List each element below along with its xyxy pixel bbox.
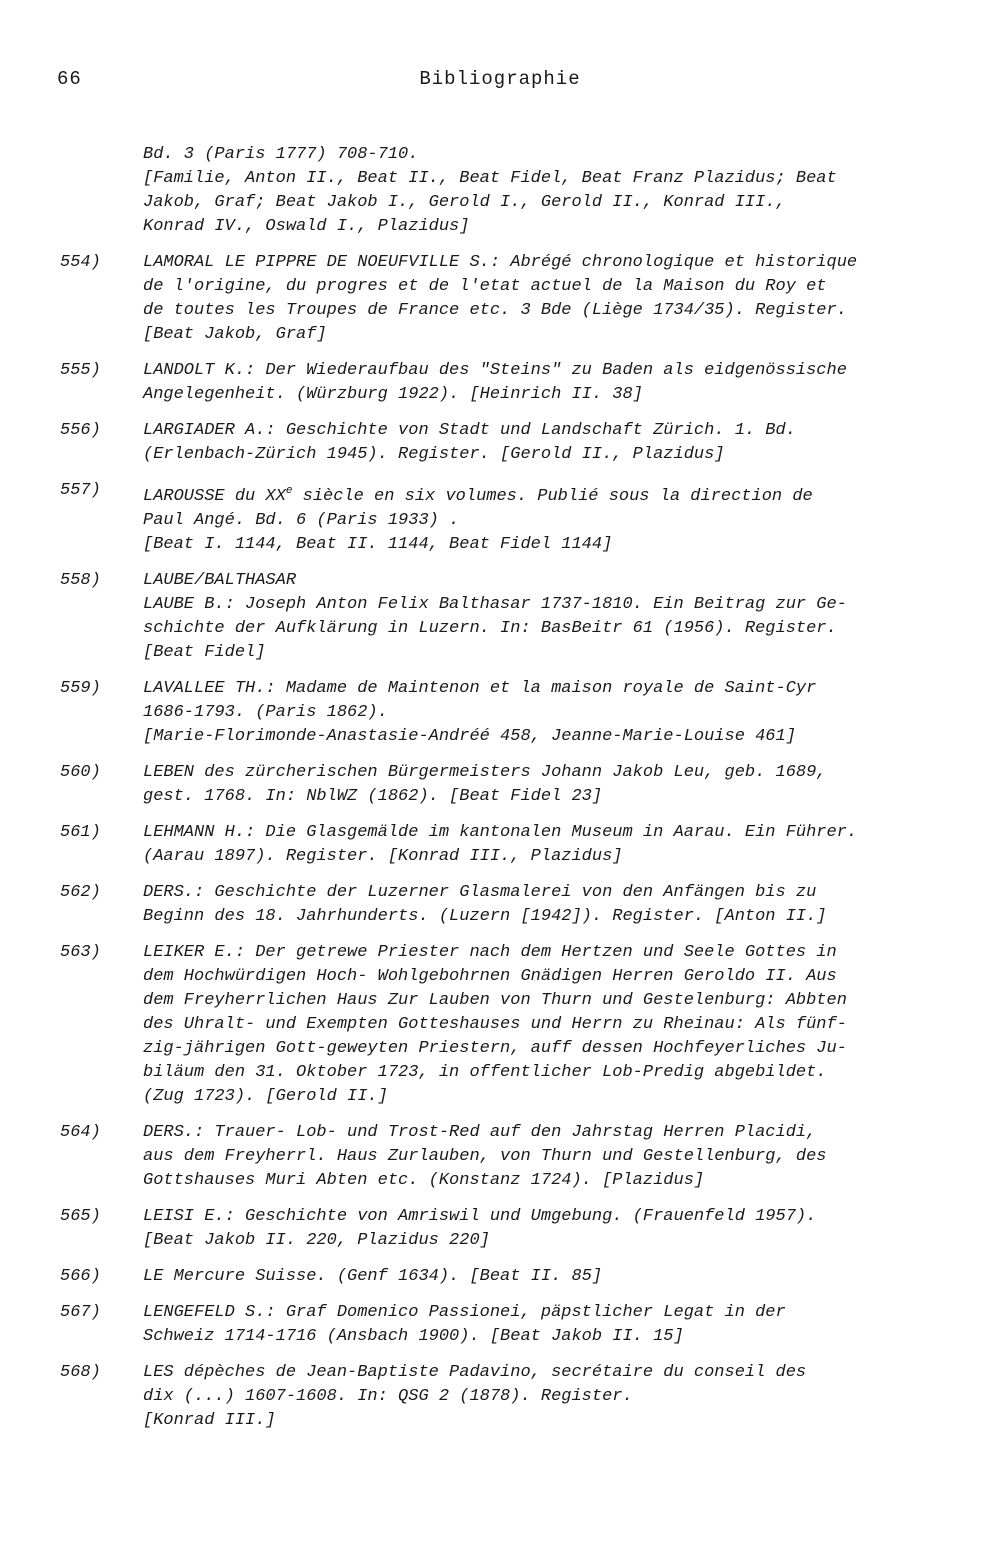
entry-number: 567) <box>60 1303 101 1322</box>
entry-line: Gottshauses Muri Abten etc. (Konstanz 1724). [Plazidus] <box>143 1171 705 1190</box>
entry-line: LAUBE/BALTHASAR <box>143 571 297 590</box>
entry-number: 559) <box>60 679 101 698</box>
entry-line: gest. 1768. In: NblWZ (1862). [Beat Fidel 23] <box>143 787 603 806</box>
page-number: 66 <box>57 68 82 90</box>
entry-line: LAMORAL LE PIPPRE DE NOEUFVILLE S.: Abrégé chronologique et historique <box>143 253 858 272</box>
entry-number: 565) <box>60 1207 101 1226</box>
entry-line: LEIKER E.: Der getrewe Priester nach dem Hertzen und Seele Gottes in <box>143 943 837 962</box>
superscript-text: e <box>285 485 293 497</box>
bibliography-entry <box>0 143 1000 239</box>
bibliography-entry <box>0 419 1000 467</box>
entry-line: Paul Angé. Bd. 6 (Paris 1933) . <box>143 511 460 530</box>
bibliography-entry <box>0 881 1000 929</box>
bibliography-entry <box>0 569 1000 665</box>
entry-line: LAUBE B.: Joseph Anton Felix Balthasar 1737-1810. Ein Beitrag zur Ge- <box>143 595 847 614</box>
entry-line: LEHMANN H.: Die Glasgemälde im kantonalen Museum in Aarau. Ein Führer. <box>143 823 858 842</box>
entry-number: 558) <box>60 571 101 590</box>
bibliography-list <box>0 143 1000 1445</box>
entry-line: (Erlenbach-Zürich 1945). Register. [Gerold II., Plazidus] <box>143 445 725 464</box>
entry-line: [Beat Jakob, Graf] <box>143 325 327 344</box>
entry-number: 562) <box>60 883 101 902</box>
page-title: Bibliographie <box>419 68 581 90</box>
entry-line: (Aarau 1897). Register. [Konrad III., Plazidus] <box>143 847 623 866</box>
entry-line: Angelegenheit. (Würzburg 1922). [Heinrich II. 38] <box>143 385 643 404</box>
bibliography-entry <box>0 479 1000 557</box>
entry-line: [Konrad III.] <box>143 1411 276 1430</box>
entry-line: LEISI E.: Geschichte von Amriswil und Umgebung. (Frauenfeld 1957). <box>143 1207 817 1226</box>
entry-number: 563) <box>60 943 101 962</box>
entry-line: LAVALLEE TH.: Madame de Maintenon et la maison royale de Saint-Cyr <box>143 679 817 698</box>
entry-text: siècle en six volumes. Publié sous la direction de <box>292 487 813 506</box>
bibliography-entry <box>0 941 1000 1109</box>
entry-line <box>143 479 953 509</box>
entry-line: LANDOLT K.: Der Wiederaufbau des "Steins" zu Baden als eidgenössische <box>143 361 847 380</box>
entry-number: 556) <box>60 421 101 440</box>
entry-line: DERS.: Geschichte der Luzerner Glasmalerei von den Anfängen bis zu <box>143 883 817 902</box>
entry-line: schichte der Aufklärung in Luzern. In: BasBeitr 61 (1956). Register. <box>143 619 837 638</box>
entry-line: DERS.: Trauer- Lob- und Trost-Red auf den Jahrstag Herren Placidi, <box>143 1123 817 1142</box>
entry-number: 560) <box>60 763 101 782</box>
entry-number: 557) <box>60 481 101 500</box>
entry-line: (Zug 1723). [Gerold II.] <box>143 1087 388 1106</box>
entry-number: 568) <box>60 1363 101 1382</box>
bibliography-entry <box>0 1265 1000 1289</box>
entry-line: LENGEFELD S.: Graf Domenico Passionei, päpstlicher Legat in der <box>143 1303 786 1322</box>
bibliography-entry <box>0 677 1000 749</box>
entry-line: [Marie-Florimonde-Anastasie-Andréé 458, Jeanne-Marie-Louise 461] <box>143 727 796 746</box>
entry-line: Schweiz 1714-1716 (Ansbach 1900). [Beat Jakob II. 15] <box>143 1327 684 1346</box>
entry-line: LEBEN des zürcherischen Bürgermeisters Johann Jakob Leu, geb. 1689, <box>143 763 827 782</box>
bibliography-entry <box>0 1121 1000 1193</box>
bibliography-entry <box>0 821 1000 869</box>
entry-line: zig-jährigen Gott-geweyten Priestern, auff dessen Hochfeyerliches Ju- <box>143 1039 847 1058</box>
entry-line: dem Hochwürdigen Hoch- Wohlgebohrnen Gnädigen Herren Geroldo II. Aus <box>143 967 837 986</box>
entry-line: LES dépèches de Jean-Baptiste Padavino, secrétaire du conseil des <box>143 1363 807 1382</box>
entry-line: LE Mercure Suisse. (Genf 1634). [Beat II. 85] <box>143 1267 603 1286</box>
entry-line: 1686-1793. (Paris 1862). <box>143 703 388 722</box>
entry-number: 566) <box>60 1267 101 1286</box>
entry-line: Jakob, Graf; Beat Jakob I., Gerold I., Gerold II., Konrad III., <box>143 193 786 212</box>
bibliography-entry <box>0 251 1000 347</box>
entry-line: Bd. 3 (Paris 1777) 708-710. <box>143 145 419 164</box>
entry-line: de toutes les Troupes de France etc. 3 Bde (Liège 1734/35). Register. <box>143 301 847 320</box>
entry-line: [Beat Fidel] <box>143 643 266 662</box>
entry-line: aus dem Freyherrl. Haus Zurlauben, von Thurn und Gestellenburg, des <box>143 1147 827 1166</box>
entry-text: LAROUSSE du XX <box>143 487 286 506</box>
entry-line: biläum den 31. Oktober 1723, in offentlicher Lob-Predig abgebildet. <box>143 1063 827 1082</box>
entry-number: 554) <box>60 253 101 272</box>
bibliography-entry <box>0 359 1000 407</box>
entry-number: 555) <box>60 361 101 380</box>
entry-line: [Beat I. 1144, Beat II. 1144, Beat Fidel 1144] <box>143 535 613 554</box>
entry-line: Beginn des 18. Jahrhunderts. (Luzern [1942]). Register. [Anton II.] <box>143 907 827 926</box>
entry-number: 564) <box>60 1123 101 1142</box>
entry-line: dem Freyherrlichen Haus Zur Lauben von Thurn und Gestelenburg: Abbten <box>143 991 847 1010</box>
entry-line: des Uhralt- und Exempten Gotteshauses und Herrn zu Rheinau: Als fünf- <box>143 1015 847 1034</box>
entry-line: Konrad IV., Oswald I., Plazidus] <box>143 217 470 236</box>
entry-line: LARGIADER A.: Geschichte von Stadt und Landschaft Zürich. 1. Bd. <box>143 421 796 440</box>
bibliography-entry <box>0 761 1000 809</box>
entry-line: dix (...) 1607-1608. In: QSG 2 (1878). Register. <box>143 1387 633 1406</box>
bibliography-entry <box>0 1301 1000 1349</box>
entry-number: 561) <box>60 823 101 842</box>
entry-line: [Familie, Anton II., Beat II., Beat Fidel, Beat Franz Plazidus; Beat <box>143 169 837 188</box>
entry-line: de l'origine, du progres et de l'etat actuel de la Maison du Roy et <box>143 277 827 296</box>
entry-line: [Beat Jakob II. 220, Plazidus 220] <box>143 1231 490 1250</box>
bibliography-entry <box>0 1361 1000 1433</box>
bibliography-entry <box>0 1205 1000 1253</box>
